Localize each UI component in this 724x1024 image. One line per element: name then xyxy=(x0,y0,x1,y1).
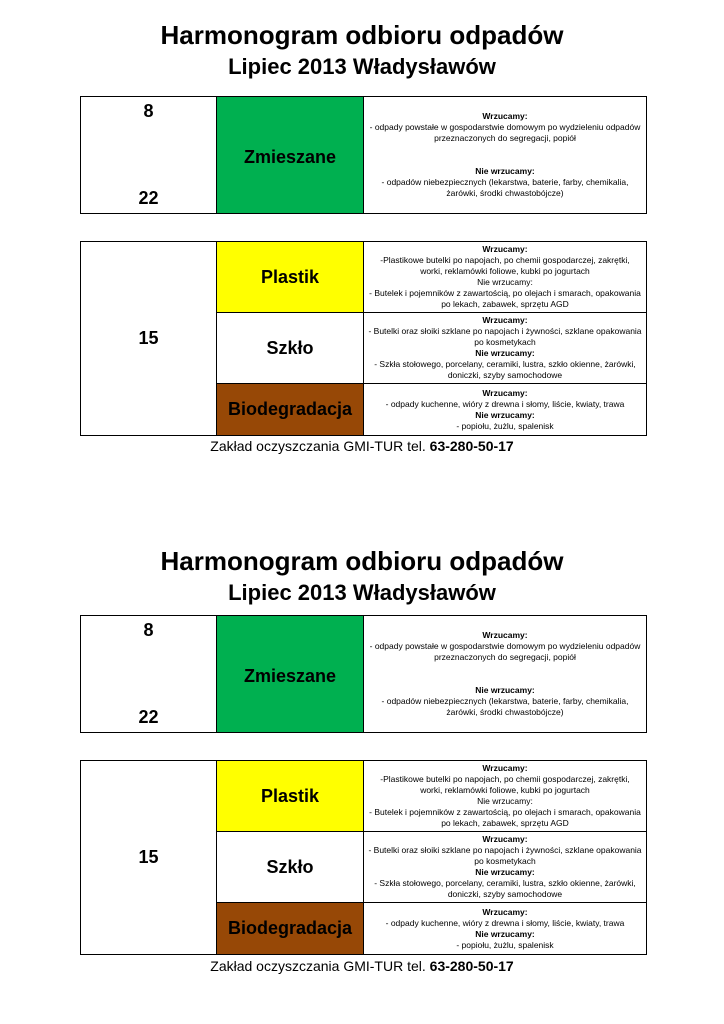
mixed-category-cell xyxy=(217,97,364,214)
mixed-out-head-2: Nie wrzucamy: xyxy=(475,685,535,695)
mixed-in-head-2: Wrzucamy: xyxy=(482,630,528,640)
bio-out-head: Nie wrzucamy: xyxy=(475,409,535,420)
plastic-info-cell xyxy=(364,242,647,313)
bio-in-text-2: - odpady kuchenne, wióry z drewna i słomy, liście, kwiaty, trawa xyxy=(385,917,625,928)
bio-out-text: - popiołu, żużlu, spalenisk xyxy=(456,420,554,431)
mixed-day-bottom-2: 22 xyxy=(138,707,159,727)
glass-out-text-2: - Szkła stołowego, porcelany, ceramiki, lustra, szkło okienne, żarówki, doniczki, szyby samochodowe xyxy=(374,878,636,899)
segregated-waste-table xyxy=(80,241,647,436)
mixed-in-text: - odpady powstałe w gospodarstwie domowym po wydzieleniu odpadów przeznaczonych do segregacji, popiół xyxy=(369,122,641,143)
bio-in-head: Wrzucamy: xyxy=(482,387,528,398)
mixed-in-head: Wrzucamy: xyxy=(482,111,528,121)
mixed-label-2: Zmieszane xyxy=(243,665,337,686)
mixed-day-bottom: 22 xyxy=(138,188,159,208)
footer-contact-2 xyxy=(0,958,724,974)
mixed-day-top-2: 8 xyxy=(143,620,154,640)
plastic-category-cell xyxy=(217,242,364,313)
bio-in-head-2: Wrzucamy: xyxy=(482,906,528,917)
plastic-in-text: -Plastikowe butelki po napojach, po chemii gospodarczej, zakrętki, worki, reklamówki foliowe, kubki po jogurtach xyxy=(380,255,630,276)
page-subtitle: Lipiec 2013 Władysławów xyxy=(228,54,496,79)
mixed-out-head: Nie wrzucamy: xyxy=(475,166,535,176)
page-subtitle-2: Lipiec 2013 Władysławów xyxy=(228,580,496,605)
plastic-out-head: Nie wrzucamy: xyxy=(477,277,533,287)
plastic-info-cell-2 xyxy=(364,761,647,832)
glass-in-text: - Butelki oraz słoiki szklane po napojach i żywności, szklane opakowania po kosmetykach xyxy=(368,326,642,347)
footer-text-2: Zakład oczyszczania GMI-TUR tel. xyxy=(210,958,426,974)
glass-in-head: Wrzucamy: xyxy=(482,315,528,325)
bio-info-cell xyxy=(364,384,647,436)
plastic-out-text: - Butelek i pojemników z zawartością, po olejach i smarach, opakowania po lekach, zabawek, sprzętu AGD xyxy=(369,288,641,309)
glass-out-head-2: Nie wrzucamy: xyxy=(475,867,535,877)
plastic-in-head-2: Wrzucamy: xyxy=(482,763,528,773)
plastic-label-2: Plastik xyxy=(260,785,320,806)
footer-contact xyxy=(0,438,724,454)
bio-in-text: - odpady kuchenne, wióry z drewna i słomy, liście, kwiaty, trawa xyxy=(385,398,625,409)
page-title: Harmonogram odbioru odpadów xyxy=(160,20,564,50)
bio-out-text-2: - popiołu, żużlu, spalenisk xyxy=(456,939,554,950)
plastic-in-head: Wrzucamy: xyxy=(482,244,528,254)
mixed-days-cell-2 xyxy=(81,616,217,733)
segregated-waste-table-2 xyxy=(80,760,647,955)
schedule-copy-1 xyxy=(0,18,724,82)
glass-info-cell xyxy=(364,313,647,384)
plastic-category-cell-2 xyxy=(217,761,364,832)
glass-category-cell-2 xyxy=(217,832,364,903)
glass-out-head: Nie wrzucamy: xyxy=(475,348,535,358)
bio-label: Biodegradacja xyxy=(227,399,353,419)
bio-label-2: Biodegradacja xyxy=(227,918,353,938)
bio-category-cell-2 xyxy=(217,903,364,955)
schedule-copy-2 xyxy=(0,544,724,608)
segregated-day-cell-2: 15 xyxy=(81,761,217,955)
glass-in-head-2: Wrzucamy: xyxy=(482,834,528,844)
mixed-info-cell-2 xyxy=(364,616,647,733)
bio-info-cell-2 xyxy=(364,903,647,955)
mixed-out-text: - odpadów niebezpiecznych (lekarstwa, baterie, farby, chemikalia, żarówki, środki chwastobójcze) xyxy=(381,177,629,198)
plastic-label: Plastik xyxy=(260,266,320,287)
glass-category-cell xyxy=(217,313,364,384)
glass-label-2: Szkło xyxy=(266,856,314,877)
footer-phone-2: 63-280-50-17 xyxy=(429,958,514,974)
mixed-days-cell xyxy=(81,97,217,214)
mixed-day-top: 8 xyxy=(143,101,154,121)
segregated-day-cell: 15 xyxy=(81,242,217,436)
mixed-category-cell-2 xyxy=(217,616,364,733)
mixed-waste-table xyxy=(80,96,647,214)
mixed-info-cell xyxy=(364,97,647,214)
mixed-label: Zmieszane xyxy=(243,146,337,167)
mixed-out-text-2: - odpadów niebezpiecznych (lekarstwa, baterie, farby, chemikalia, żarówki, środki chwastobójcze) xyxy=(381,696,629,717)
footer-phone: 63-280-50-17 xyxy=(429,438,514,454)
footer-text: Zakład oczyszczania GMI-TUR tel. xyxy=(210,438,426,454)
bio-out-head-2: Nie wrzucamy: xyxy=(475,928,535,939)
mixed-in-text-2: - odpady powstałe w gospodarstwie domowym po wydzieleniu odpadów przeznaczonych do segregacji, popiół xyxy=(369,641,641,662)
glass-out-text: - Szkła stołowego, porcelany, ceramiki, lustra, szkło okienne, żarówki, doniczki, szyby samochodowe xyxy=(374,359,636,380)
page-title-2: Harmonogram odbioru odpadów xyxy=(160,546,564,576)
mixed-waste-table-2 xyxy=(80,615,647,733)
plastic-out-text-2: - Butelek i pojemników z zawartością, po olejach i smarach, opakowania po lekach, zabawek, sprzętu AGD xyxy=(369,807,641,828)
glass-label: Szkło xyxy=(266,337,314,358)
glass-in-text-2: - Butelki oraz słoiki szklane po napojach i żywności, szklane opakowania po kosmetykach xyxy=(368,845,642,866)
plastic-in-text-2: -Plastikowe butelki po napojach, po chemii gospodarczej, zakrętki, worki, reklamówki foliowe, kubki po jogurtach xyxy=(380,774,630,795)
bio-category-cell xyxy=(217,384,364,436)
glass-info-cell-2 xyxy=(364,832,647,903)
plastic-out-head-2: Nie wrzucamy: xyxy=(477,796,533,806)
